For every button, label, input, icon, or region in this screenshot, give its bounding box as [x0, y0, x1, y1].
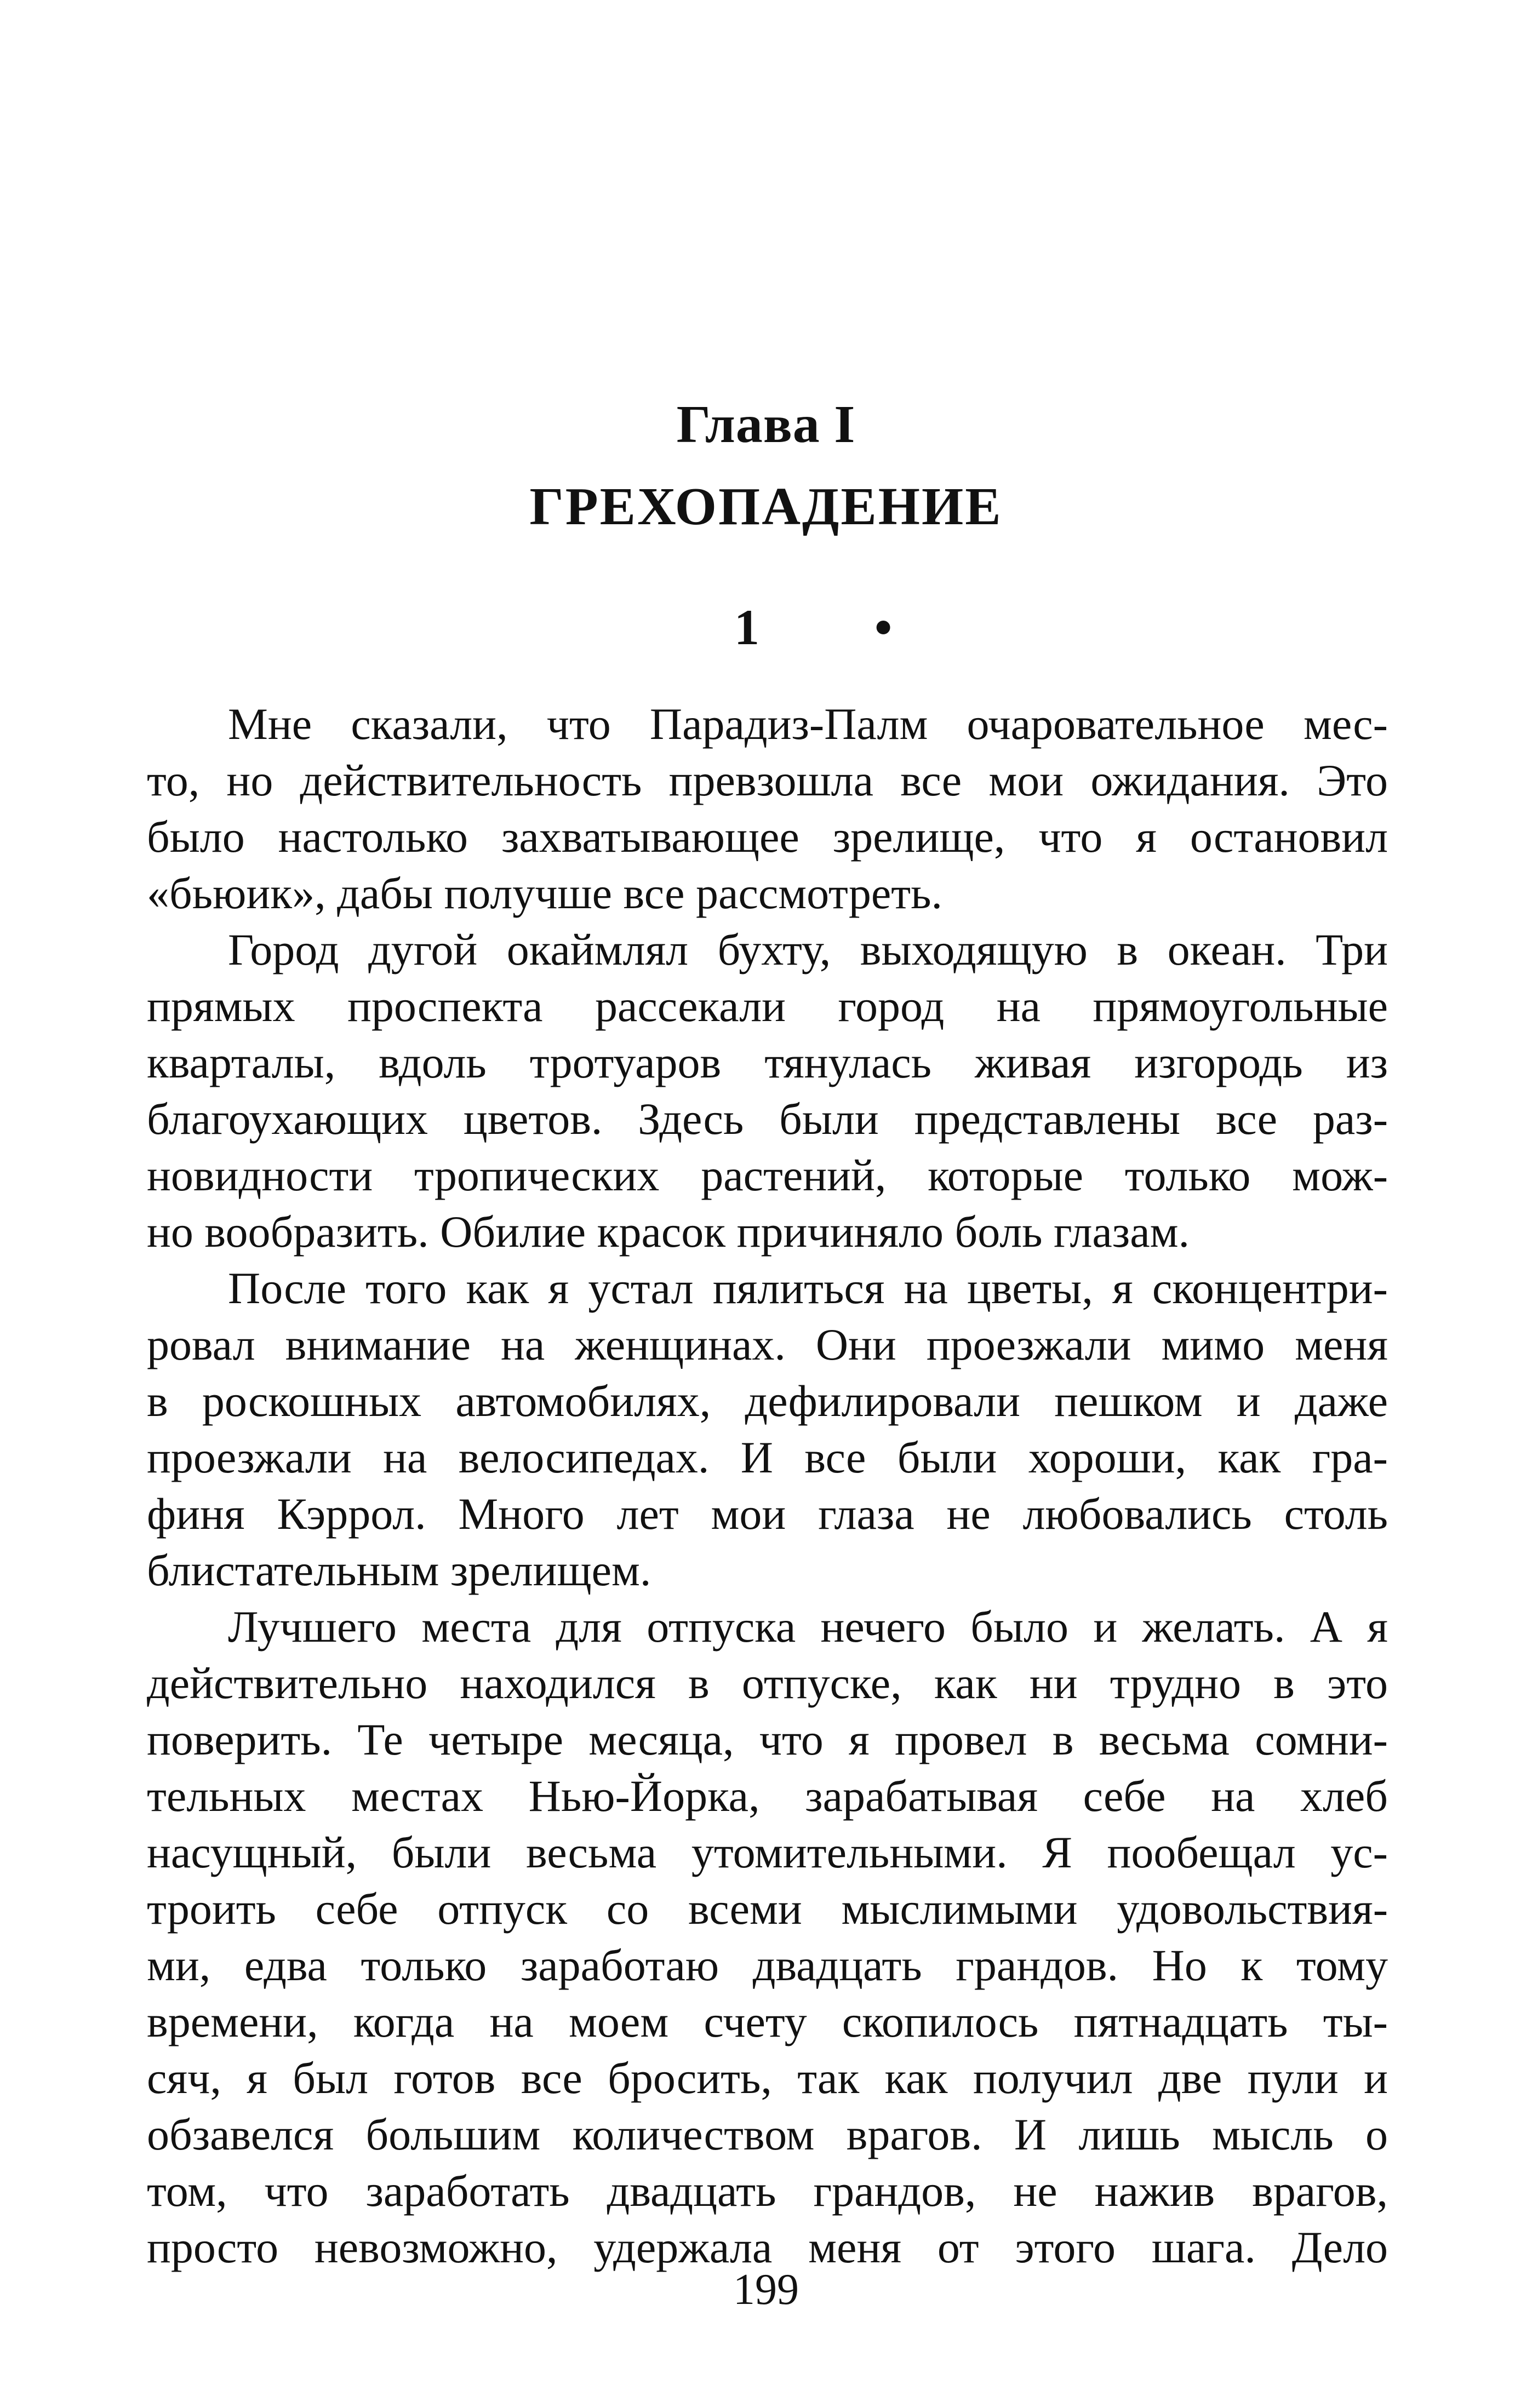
text-line: насущный, были весьма утомительными. Я пообещал ус-	[147, 1827, 1388, 1877]
section-mark: •	[874, 599, 893, 655]
text-line: обзавелся большим количеством врагов. И лишь мысль о	[147, 2109, 1388, 2159]
text-line: том, что заработать двадцать грандов, не нажив врагов,	[147, 2166, 1388, 2216]
text-line: то, но действительность превзошла все мои ожидания. Это	[147, 755, 1388, 805]
text-line: тельных местах Нью-Йорка, зарабатывая себе на хлеб	[147, 1771, 1388, 1821]
text-line: проезжали на велосипедах. И все были хороши, как гра-	[147, 1432, 1388, 1482]
text-line: в роскошных автомобилях, дефилировали пешком и даже	[147, 1376, 1388, 1426]
text-line: блистательным зрелищем.	[147, 1545, 651, 1595]
text-line: Мне сказали, что Парадиз-Палм очаровательное мес-	[228, 699, 1388, 749]
text-line: просто невозможно, удержала меня от этого шага. Дело	[147, 2222, 1388, 2272]
text-line: поверить. Те четыре месяца, что я провел в весьма сомни-	[147, 1715, 1388, 1764]
text-line: Лучшего места для отпуска нечего было и желать. А я	[228, 1602, 1388, 1652]
text-line: сяч, я был готов все бросить, так как получил две пули и	[147, 2053, 1388, 2103]
body-text	[147, 696, 1388, 2275]
text-line: «бьюик», дабы получше все рассмотреть.	[147, 868, 943, 918]
text-line: троить себе отпуск со всеми мыслимыми удовольствия-	[147, 1884, 1388, 1934]
text-line: ми, едва только заработаю двадцать грандов. Но к тому	[147, 1940, 1388, 1990]
text-line: но вообразить. Обилие красок причиняло боль глазам.	[147, 1207, 1190, 1257]
text-line: действительно находился в отпуске, как ни трудно в это	[147, 1658, 1388, 1708]
page-number: 199	[733, 2266, 799, 2314]
text-line: ровал внимание на женщинах. Они проезжали мимо меня	[147, 1320, 1388, 1369]
text-line: благоухающих цветов. Здесь были представлены все раз-	[147, 1094, 1388, 1144]
text-line: было настолько захватывающее зрелище, что я остановил	[147, 812, 1388, 862]
section-number: 1	[734, 599, 759, 655]
text-line: прямых проспекта рассекали город на прямоугольные	[147, 981, 1388, 1031]
chapter-title: ГРЕХОПАДЕНИЕ	[529, 477, 1003, 536]
chapter-label: Глава I	[676, 395, 856, 454]
text-line: времени, когда на моем счету скопилось пятнадцать ты-	[147, 1997, 1388, 2046]
text-line: После того как я устал пялиться на цветы, я сконцентри-	[228, 1263, 1388, 1313]
text-line: Город дугой окаймлял бухту, выходящую в океан. Три	[228, 925, 1388, 974]
text-line: финя Кэррол. Много лет мои глаза не любовались столь	[147, 1489, 1388, 1539]
text-line: новидности тропических растений, которые только мож-	[147, 1150, 1388, 1200]
text-line: кварталы, вдоль тротуаров тянулась живая изгородь из	[147, 1037, 1388, 1087]
